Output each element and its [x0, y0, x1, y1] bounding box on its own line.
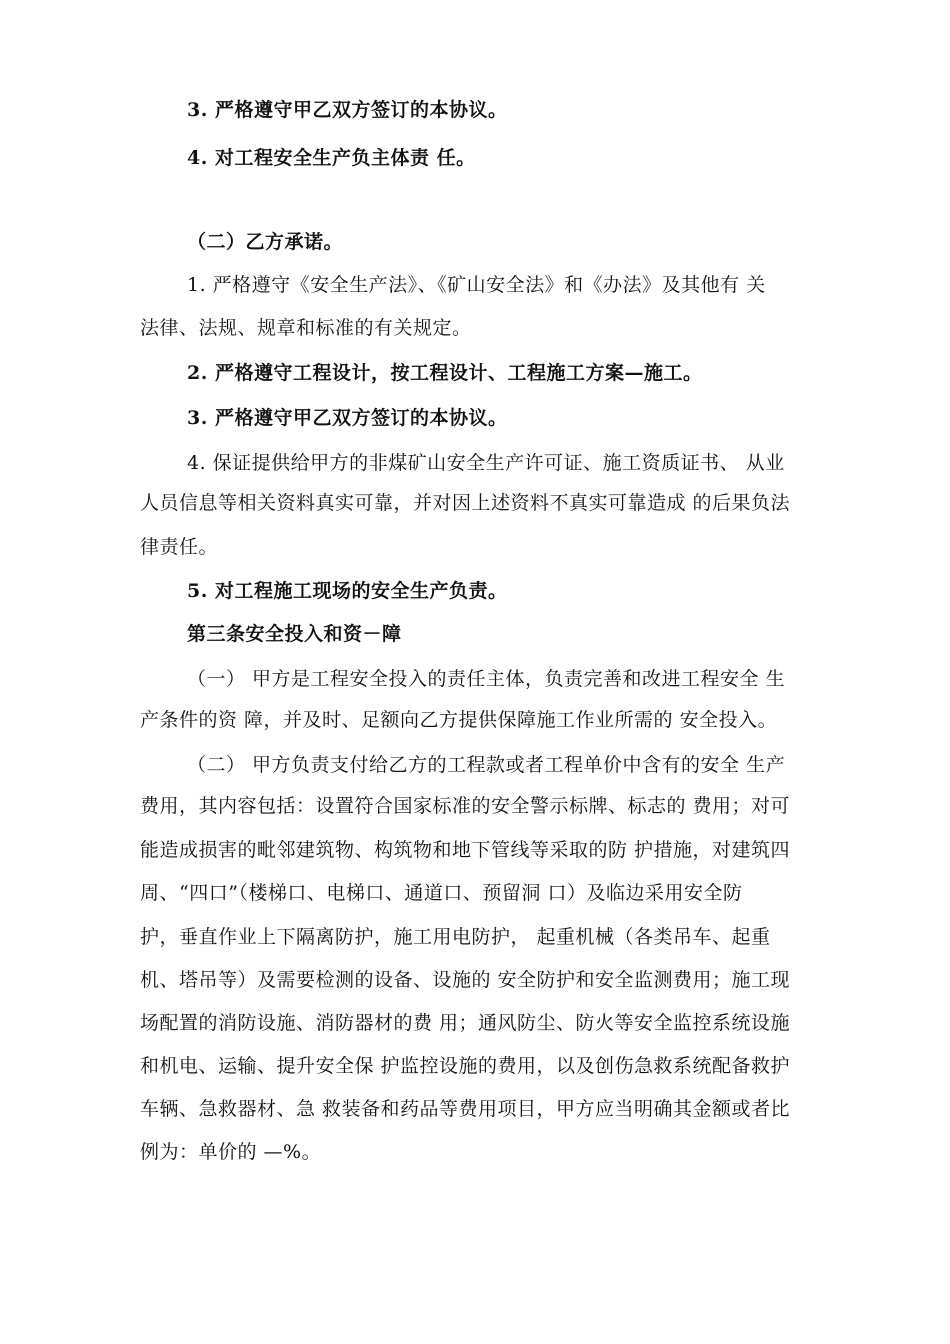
clause-line: 4. 对工程安全生产负主体责 任。	[187, 147, 476, 169]
clause-line: 周、“四口”（楼梯口、电梯口、通道口、预留洞 口）及临边采用安全防	[140, 882, 743, 904]
clause-line: 5. 对工程施工现场的安全生产负责。	[187, 580, 508, 602]
clause-line: 律责任。	[140, 536, 219, 558]
clause-line: 能造成损害的毗邻建筑物、构筑物和地下管线等采取的防 护措施，对建筑四	[140, 839, 791, 861]
clause-line: 3. 严格遵守甲乙双方签订的本协议。	[187, 99, 508, 121]
clause-line: 法律、法规、规章和标准的有关规定。	[140, 317, 472, 339]
clause-line: 3. 严格遵守甲乙双方签订的本协议。	[187, 407, 508, 429]
clause-line: 例为：单价的 —%。	[140, 1141, 322, 1163]
clause-line: 费用，其内容包括：设置符合国家标准的安全警示标牌、标志的 费用；对可	[140, 795, 791, 817]
clause-line: 场配置的消防设施、消防器材的费 用；通风防尘、防火等安全监控系统设施	[140, 1012, 791, 1034]
clause-line: 人员信息等相关资料真实可靠，并对因上述资料不真实可靠造成 的后果负法	[140, 492, 791, 514]
clause-line: 2. 严格遵守工程设计，按工程设计、工程施工方案—施工。	[187, 362, 703, 384]
clause-line: 机、塔吊等）及需要检测的设备、设施的 安全防护和安全监测费用；施工现	[140, 969, 791, 991]
clause-line: 和机电、运输、提升安全保 护监控设施的费用，以及创伤急救系统配备救护	[140, 1055, 791, 1077]
clause-line: 车辆、急救器材、急 救装备和药品等费用项目，甲方应当明确其金额或者比	[140, 1098, 791, 1120]
clause-line: 产条件的资 障，并及时、足额向乙方提供保障施工作业所需的 安全投入。	[140, 709, 778, 731]
article-heading: 第三条安全投入和资－障	[187, 623, 402, 645]
clause-line: （二） 甲方负责支付给乙方的工程款或者工程单价中含有的安全 生产	[187, 754, 786, 776]
clause-line: 护，垂直作业上下隔离防护，施工用电防护， 起重机械（各类吊车、起重	[140, 926, 771, 948]
clause-line: 4. 保证提供给甲方的非煤矿山安全生产许可证、施工资质证书、 从业	[187, 452, 785, 474]
clause-line: 1. 严格遵守《安全生产法》、《矿山安全法》和《办法》及其他有 关	[187, 274, 766, 296]
section-heading: （二）乙方承诺。	[187, 231, 344, 253]
clause-line: （一） 甲方是工程安全投入的责任主体，负责完善和改进工程安全 生	[187, 668, 786, 690]
